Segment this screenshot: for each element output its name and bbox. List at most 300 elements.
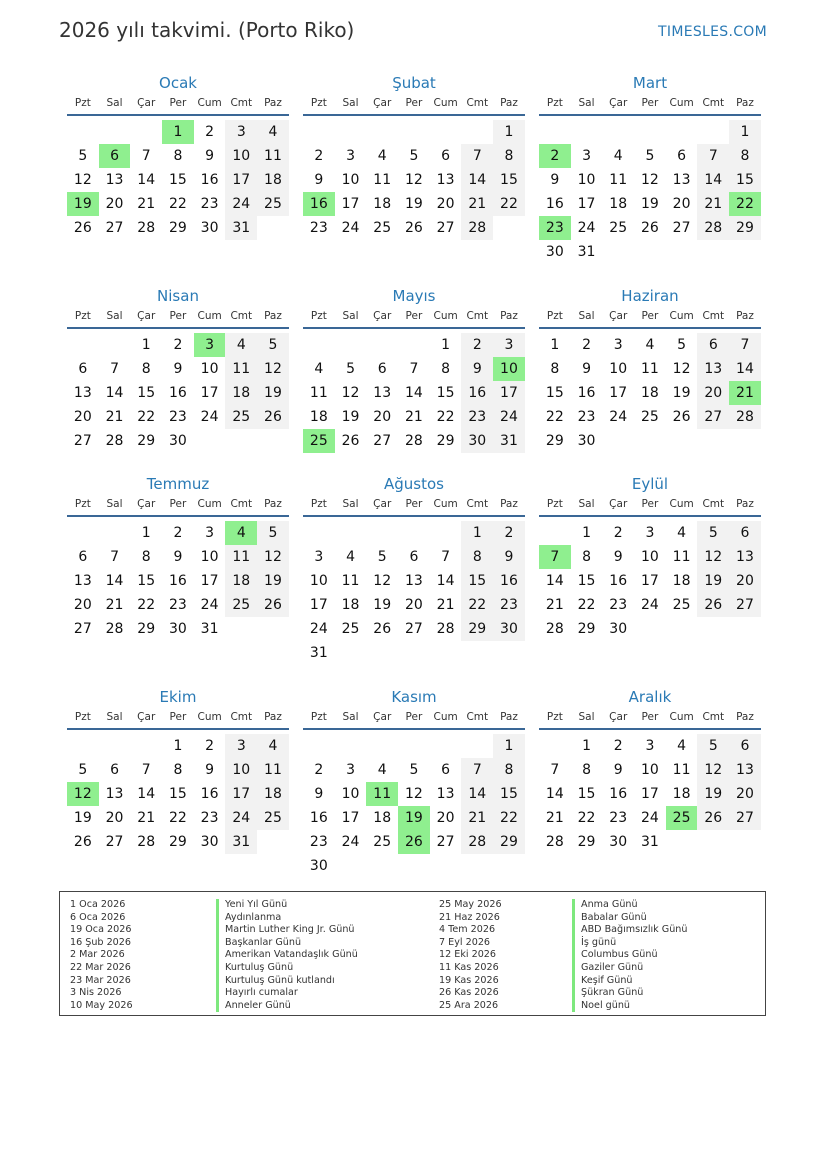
empty-cell (461, 854, 493, 878)
weekday-header (303, 307, 525, 329)
weekday-label: Sal (578, 97, 595, 109)
day-cell: 22 (545, 409, 564, 425)
day-cell: 4 (645, 337, 655, 353)
day-cell: 26 (373, 621, 392, 637)
empty-cell (461, 120, 493, 144)
day-cell: 11 (341, 573, 360, 589)
day-cell: 12 (373, 573, 392, 589)
day-cell: 2 (461, 333, 493, 357)
empty-cell (67, 734, 99, 758)
day-cell: 9 (314, 786, 324, 802)
day-cell: 2 (613, 525, 623, 541)
day-cell: 16 (461, 381, 493, 405)
day-cell: 30 (609, 621, 628, 637)
holiday-day-cell: 19 (398, 806, 430, 830)
holiday-day-cell: 2 (539, 144, 571, 168)
legend-item: 25 May 2026 (439, 899, 502, 910)
day-cell: 31 (309, 645, 328, 661)
day-cell: 25 (640, 409, 659, 425)
day-cell: 23 (200, 810, 219, 826)
empty-cell (729, 240, 761, 264)
day-cell: 15 (577, 786, 596, 802)
day-cell: 16 (493, 569, 525, 593)
empty-cell (257, 617, 289, 641)
legend-item: Hayırlı cumalar (216, 987, 358, 1000)
day-cell: 14 (697, 168, 729, 192)
month-block (539, 285, 761, 453)
day-cell: 18 (609, 196, 628, 212)
weekday-label: Cmt (702, 498, 725, 510)
day-cell: 10 (225, 758, 257, 782)
weekday-label: Cmt (702, 97, 725, 109)
weekday-label: Per (641, 97, 659, 109)
day-cell: 19 (257, 381, 289, 405)
day-cell: 20 (73, 597, 92, 613)
day-cell: 23 (200, 196, 219, 212)
day-cell: 26 (640, 220, 659, 236)
day-cell: 17 (309, 597, 328, 613)
day-cell: 15 (577, 573, 596, 589)
legend-dates-right (439, 899, 502, 1012)
day-cell: 11 (225, 545, 257, 569)
weekday-label: Cum (433, 711, 458, 723)
empty-cell (366, 120, 398, 144)
day-cell: 14 (729, 357, 761, 381)
day-grid (67, 120, 289, 240)
day-cell: 7 (110, 549, 119, 565)
empty-cell (366, 333, 398, 357)
day-cell: 3 (346, 762, 355, 778)
day-cell: 21 (461, 192, 493, 216)
day-cell: 20 (672, 196, 691, 212)
empty-cell (602, 120, 634, 144)
weekday-label: Cmt (702, 310, 725, 322)
day-cell: 11 (640, 361, 659, 377)
legend-item: 11 Kas 2026 (439, 961, 499, 973)
day-cell: 27 (73, 433, 92, 449)
day-cell: 11 (225, 357, 257, 381)
legend-item: Anneler Günü (216, 1000, 358, 1013)
weekday-header (539, 708, 761, 730)
holiday-day-cell: 12 (67, 782, 99, 806)
holiday-day-cell: 7 (539, 545, 571, 569)
day-cell: 12 (697, 758, 729, 782)
day-cell: 14 (404, 385, 423, 401)
day-cell: 28 (105, 433, 124, 449)
day-cell: 14 (545, 573, 564, 589)
day-cell: 14 (105, 573, 124, 589)
day-grid (67, 333, 289, 453)
day-cell: 8 (493, 758, 525, 782)
day-cell: 4 (677, 525, 687, 541)
day-cell: 20 (729, 569, 761, 593)
day-cell: 1 (493, 120, 525, 144)
legend-item: 7 Eyl 2026 (439, 936, 491, 948)
empty-cell (493, 216, 525, 240)
weekday-label: Pzt (310, 711, 327, 723)
holiday-day-cell: 11 (366, 782, 398, 806)
day-cell: 31 (200, 621, 219, 637)
weekday-label: Sal (342, 97, 359, 109)
weekday-label: Çar (609, 498, 628, 510)
legend-item: Noel günü (572, 1000, 687, 1013)
day-cell: 9 (205, 762, 215, 778)
weekday-label: Paz (736, 498, 754, 510)
weekday-label: Çar (609, 711, 628, 723)
legend-item: 3 Nis 2026 (70, 987, 122, 999)
day-cell: 7 (409, 361, 419, 377)
day-cell: 20 (73, 409, 92, 425)
empty-cell (697, 120, 729, 144)
empty-cell (461, 734, 493, 758)
day-cell: 14 (137, 786, 156, 802)
empty-cell (430, 734, 462, 758)
weekday-label: Paz (736, 310, 754, 322)
empty-cell (99, 521, 131, 545)
day-cell: 10 (640, 762, 659, 778)
day-cell: 15 (493, 168, 525, 192)
empty-cell (666, 120, 698, 144)
month-block (67, 686, 289, 854)
day-cell: 16 (168, 385, 187, 401)
day-cell: 29 (436, 433, 455, 449)
day-cell: 6 (110, 762, 119, 778)
holiday-day-cell: 4 (225, 521, 257, 545)
day-cell: 9 (461, 357, 493, 381)
weekday-label: Paz (500, 711, 518, 723)
day-cell: 28 (137, 834, 156, 850)
month-block (303, 473, 525, 665)
day-cell: 24 (225, 192, 257, 216)
empty-cell (666, 429, 698, 453)
day-cell: 5 (78, 762, 88, 778)
day-cell: 27 (672, 220, 691, 236)
day-cell: 5 (78, 148, 88, 164)
weekday-label: Çar (137, 711, 156, 723)
day-cell: 17 (609, 385, 628, 401)
weekday-label: Pzt (310, 97, 327, 109)
day-cell: 13 (105, 172, 124, 188)
day-cell: 2 (314, 148, 324, 164)
month-name: Aralık (628, 688, 672, 706)
empty-cell (634, 120, 666, 144)
day-cell: 30 (168, 621, 187, 637)
weekday-label: Pzt (74, 498, 91, 510)
day-cell: 30 (200, 220, 219, 236)
empty-cell (398, 641, 430, 665)
month-block (539, 686, 761, 854)
weekday-label: Pzt (546, 711, 563, 723)
day-cell: 21 (404, 409, 423, 425)
day-grid (303, 734, 525, 878)
day-cell: 12 (404, 172, 423, 188)
day-cell: 29 (729, 216, 761, 240)
day-cell: 5 (697, 734, 729, 758)
day-grid (539, 333, 761, 453)
day-cell: 19 (73, 810, 92, 826)
weekday-label: Per (169, 97, 187, 109)
day-cell: 11 (672, 762, 691, 778)
day-cell: 27 (73, 621, 92, 637)
day-cell: 27 (105, 834, 124, 850)
weekday-label: Sal (106, 97, 123, 109)
day-cell: 25 (225, 593, 257, 617)
day-cell: 18 (225, 569, 257, 593)
empty-cell (493, 854, 525, 878)
day-cell: 13 (373, 385, 392, 401)
day-cell: 20 (404, 597, 423, 613)
day-cell: 21 (137, 196, 156, 212)
day-cell: 17 (640, 573, 659, 589)
day-cell: 2 (314, 762, 324, 778)
day-cell: 18 (309, 409, 328, 425)
day-cell: 29 (137, 433, 156, 449)
day-cell: 17 (577, 196, 596, 212)
day-cell: 28 (404, 433, 423, 449)
day-cell: 24 (341, 834, 360, 850)
page-title: 2026 yılı takvimi. (Porto Riko) (59, 18, 355, 42)
day-cell: 17 (200, 385, 219, 401)
day-cell: 21 (697, 192, 729, 216)
day-grid (67, 521, 289, 641)
month-block (303, 72, 525, 240)
empty-cell (461, 641, 493, 665)
day-cell: 9 (613, 549, 623, 565)
day-cell: 26 (404, 220, 423, 236)
day-cell: 19 (257, 569, 289, 593)
day-cell: 25 (373, 834, 392, 850)
day-grid (303, 333, 525, 453)
day-cell: 16 (545, 196, 564, 212)
month-block (67, 473, 289, 641)
day-cell: 6 (697, 333, 729, 357)
legend-item: Başkanlar Günü (216, 937, 358, 950)
day-cell: 18 (672, 573, 691, 589)
weekday-label: Per (169, 711, 187, 723)
holiday-day-cell: 16 (303, 192, 335, 216)
day-cell: 4 (613, 148, 623, 164)
day-cell: 28 (545, 834, 564, 850)
weekday-label: Paz (500, 97, 518, 109)
weekday-header (303, 94, 525, 116)
weekday-label: Pzt (74, 310, 91, 322)
day-grid (539, 734, 761, 854)
day-cell: 4 (314, 361, 324, 377)
day-cell: 23 (168, 409, 187, 425)
empty-cell (729, 617, 761, 641)
day-cell: 12 (257, 357, 289, 381)
day-cell: 27 (729, 593, 761, 617)
day-cell: 24 (225, 806, 257, 830)
empty-cell (539, 120, 571, 144)
holiday-day-cell: 6 (99, 144, 131, 168)
empty-cell (67, 120, 99, 144)
day-cell: 11 (309, 385, 328, 401)
day-cell: 15 (137, 385, 156, 401)
day-cell: 7 (729, 333, 761, 357)
day-cell: 6 (78, 549, 88, 565)
day-cell: 29 (577, 834, 596, 850)
day-cell: 15 (493, 782, 525, 806)
day-cell: 12 (257, 545, 289, 569)
day-cell: 15 (545, 385, 564, 401)
day-cell: 23 (309, 834, 328, 850)
day-cell: 27 (105, 220, 124, 236)
day-cell: 3 (645, 525, 655, 541)
weekday-label: Per (169, 310, 187, 322)
day-cell: 8 (729, 144, 761, 168)
weekday-label: Çar (609, 310, 628, 322)
day-cell: 29 (461, 617, 493, 641)
day-cell: 3 (225, 734, 257, 758)
day-cell: 7 (461, 144, 493, 168)
legend-item: 16 Şub 2026 (70, 936, 131, 948)
day-cell: 28 (461, 830, 493, 854)
day-cell: 21 (545, 597, 564, 613)
day-cell: 23 (577, 409, 596, 425)
day-grid (67, 734, 289, 854)
empty-cell (697, 240, 729, 264)
day-cell: 22 (137, 597, 156, 613)
day-cell: 13 (105, 786, 124, 802)
day-cell: 22 (436, 409, 455, 425)
day-cell: 22 (168, 196, 187, 212)
day-cell: 8 (441, 361, 451, 377)
day-cell: 4 (257, 734, 289, 758)
empty-cell (430, 641, 462, 665)
day-cell: 22 (493, 806, 525, 830)
day-cell: 26 (73, 220, 92, 236)
day-cell: 8 (141, 549, 151, 565)
day-cell: 28 (697, 216, 729, 240)
empty-cell (634, 240, 666, 264)
day-cell: 3 (613, 337, 623, 353)
weekday-label: Sal (578, 498, 595, 510)
day-cell: 16 (200, 786, 219, 802)
empty-cell (602, 240, 634, 264)
legend-item: Yeni Yıl Günü (216, 899, 358, 912)
day-cell: 25 (257, 192, 289, 216)
empty-cell (430, 521, 462, 545)
holiday-day-cell: 23 (539, 216, 571, 240)
day-cell: 8 (493, 144, 525, 168)
month-block (303, 285, 525, 453)
holiday-day-cell: 25 (666, 806, 698, 830)
day-cell: 17 (493, 381, 525, 405)
day-cell: 10 (225, 144, 257, 168)
day-cell: 29 (137, 621, 156, 637)
day-cell: 9 (205, 148, 215, 164)
weekday-label: Cmt (230, 310, 253, 322)
day-cell: 13 (436, 786, 455, 802)
day-cell: 17 (200, 573, 219, 589)
day-cell: 12 (341, 385, 360, 401)
day-cell: 16 (168, 573, 187, 589)
empty-cell (697, 429, 729, 453)
day-cell: 24 (200, 597, 219, 613)
empty-cell (398, 734, 430, 758)
weekday-label: Per (405, 498, 423, 510)
day-cell: 18 (257, 782, 289, 806)
brand-link[interactable]: TIMESLES.COM (658, 24, 767, 40)
day-cell: 26 (697, 806, 729, 830)
empty-cell (729, 429, 761, 453)
day-cell: 22 (577, 597, 596, 613)
legend-item: Kurtuluş Günü kutlandı (216, 975, 358, 988)
weekday-label: Cum (197, 97, 222, 109)
weekday-label: Sal (578, 310, 595, 322)
day-cell: 2 (493, 521, 525, 545)
month-name: Haziran (621, 287, 679, 305)
day-cell: 2 (205, 738, 215, 754)
day-cell: 23 (609, 597, 628, 613)
day-cell: 15 (137, 573, 156, 589)
month-name: Şubat (392, 74, 436, 92)
empty-cell (99, 734, 131, 758)
day-cell: 5 (346, 361, 355, 377)
day-cell: 19 (672, 385, 691, 401)
day-cell: 5 (257, 521, 289, 545)
day-cell: 14 (461, 168, 493, 192)
empty-cell (225, 429, 257, 453)
day-cell: 15 (436, 385, 455, 401)
day-cell: 22 (577, 810, 596, 826)
day-cell: 8 (550, 361, 560, 377)
weekday-label: Pzt (310, 498, 327, 510)
day-cell: 4 (677, 738, 687, 754)
weekday-label: Paz (500, 498, 518, 510)
legend-item: 26 Kas 2026 (439, 987, 499, 999)
day-cell: 31 (225, 216, 257, 240)
day-cell: 29 (168, 220, 187, 236)
weekday-label: Çar (137, 310, 156, 322)
empty-cell (335, 854, 367, 878)
day-cell: 4 (377, 762, 387, 778)
day-cell: 6 (377, 361, 387, 377)
day-cell: 1 (461, 521, 493, 545)
day-grid (539, 120, 761, 264)
day-cell: 13 (729, 545, 761, 569)
day-cell: 19 (404, 196, 423, 212)
empty-cell (99, 120, 131, 144)
day-cell: 4 (257, 120, 289, 144)
day-cell: 25 (609, 220, 628, 236)
day-cell: 13 (404, 573, 423, 589)
day-cell: 4 (346, 549, 355, 565)
empty-cell (130, 734, 162, 758)
holiday-legend (59, 891, 766, 1016)
day-cell: 20 (436, 810, 455, 826)
day-cell: 19 (373, 597, 392, 613)
weekday-label: Paz (264, 711, 282, 723)
day-cell: 9 (493, 545, 525, 569)
day-cell: 5 (409, 762, 419, 778)
legend-item: Şükran Günü (572, 987, 687, 1000)
legend-item: 19 Oca 2026 (70, 924, 132, 936)
day-cell: 30 (168, 433, 187, 449)
day-cell: 10 (640, 549, 659, 565)
month-name: Ağustos (384, 475, 444, 493)
month-name: Ekim (159, 688, 197, 706)
day-cell: 27 (373, 433, 392, 449)
weekday-label: Çar (137, 97, 156, 109)
day-cell: 27 (436, 220, 455, 236)
day-cell: 8 (141, 361, 151, 377)
day-cell: 9 (550, 172, 560, 188)
weekday-label: Cum (197, 310, 222, 322)
legend-item: 2 Mar 2026 (70, 949, 125, 961)
day-cell: 28 (729, 405, 761, 429)
